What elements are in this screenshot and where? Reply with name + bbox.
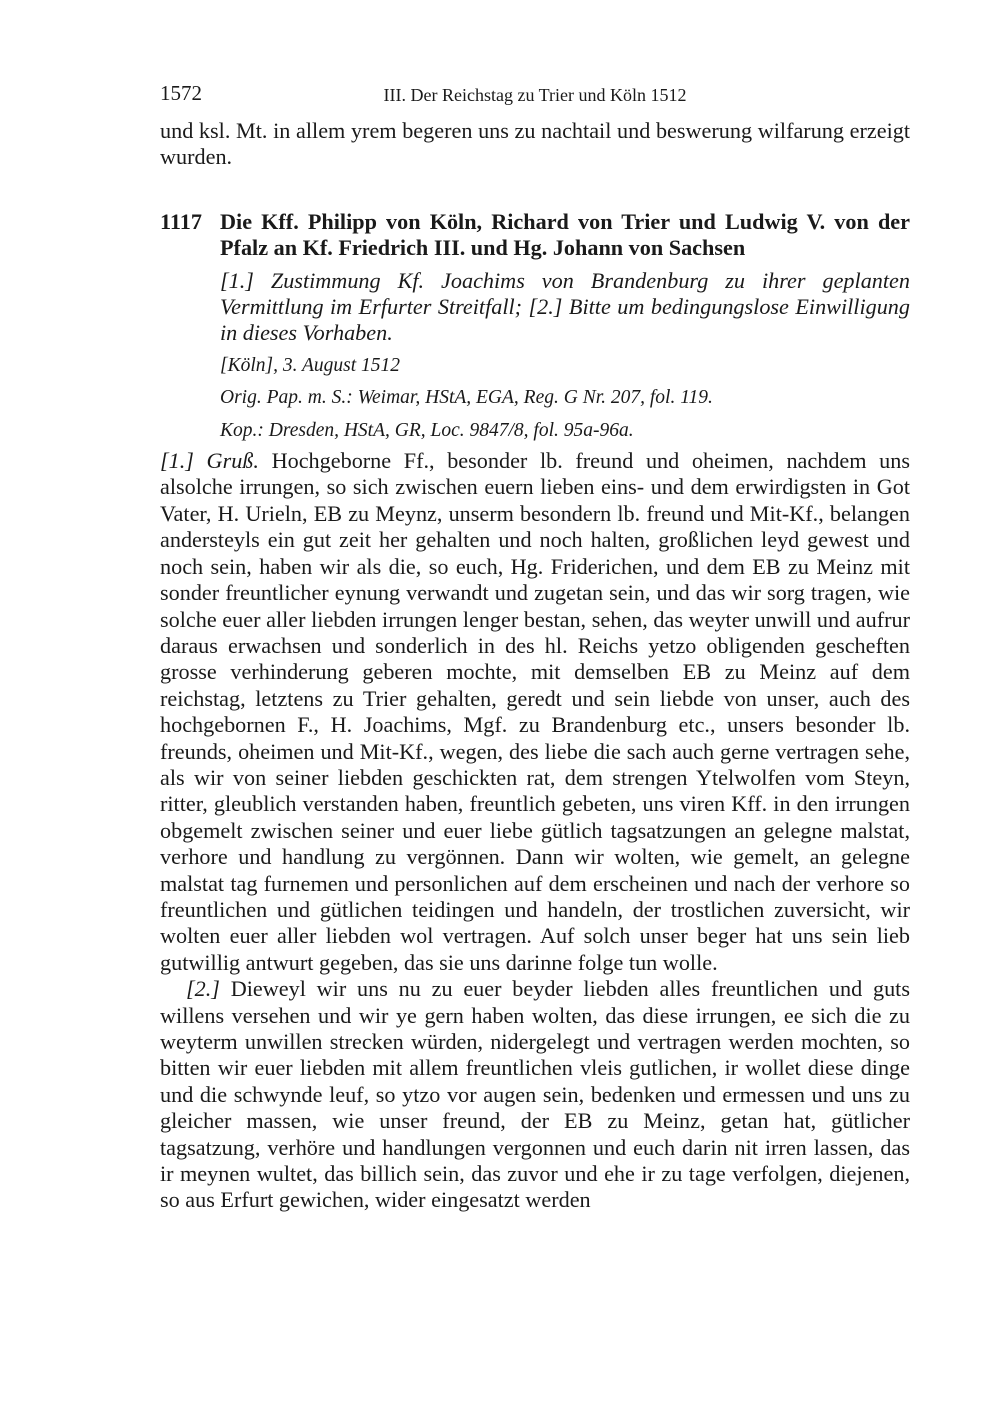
paragraph-text: Hochgeborne Ff., besonder lb. freund und oheimen, nachdem uns alsolche irrungen, so sich zwischen euern lieben eins- und dem erwirdigsten in Got Vater, H. Urieln, EB zu Meynz, unserm besondern lb. freund und Mit-Kf., belangen andersteyls ein gut zeit her gehalten und noch halten, großlichen leyd gewest und noch sein, haben wir als die, so euch, Hg. Friderichen, und dem EB zu Meinz mit sonder freuntlicher eynung verwandt und zugetan sein, und das wir sorg tragen, wie solche euer aller liebden irrungen lenger bestan, sehen, das weyter unwill und aufrur daraus erwachsen und sonderlich in des hl. Reichs yetzo obligenden gescheften grosse verhinderung geberen mochte, mit demselben EB zu Meinz auf dem reichstag, letztens zu Trier gehalten, geredt und sein liebde von unser, auch des hochgebornen F., H. Joachims, Mgf. zu Brandenburg etc., unsers besonder lb. freunds, oheimen und Mit-Kf., wegen, des liebe die sach auch gerne vertragen sehe, als wir von seiner liebden geschickten rat, dem strengen Ytelwolfen vom Steyn, ritter, gleublich verstanden haben, freuntlich gebeten, uns viren Kff. in den irrungen obgemelt zwischen seiner und euer liebe gütlich tagsatzungen an gelegne malstat, verhore und handlung zu vergönnen. Dann wir wolten, wie gemelt, an gelegne malstat tag furnemen und personlichen auf dem erscheinen und nach der verhore so freuntlichen und gütlichen teidingen und handeln, der trostlichen zuversicht, wir wolten euer aller liebden wol vertragen. Auf solch unser beger hat uns sein lieb gutwillig antwurt gegeben, das sie uns darinne folge tun wolle. (160, 448, 910, 975)
running-head (160, 80, 910, 106)
document-title: Die Kff. Philipp von Köln, Richard von Trier und Ludwig V. von der Pfalz an Kf. Friedrich III. und Hg. Johann von Sachsen (220, 208, 910, 261)
document-summary: [1.] Zustimmung Kf. Joachims von Brandenburg zu ihrer geplanten Vermittlung im Erfurter Streitfall; [2.] Bitte um bedingungslose Einwilligung in dieses Vorhaben. (220, 267, 910, 346)
source-original: Orig. Pap. m. S.: Weimar, HStA, EGA, Reg. G Nr. 207, fol. 119. (220, 387, 713, 409)
running-title: III. Der Reichstag zu Trier und Köln 1512 (383, 85, 687, 105)
paragraph-marker: [2.] (186, 976, 220, 1002)
continuation-text: und ksl. Mt. in allem yrem begeren uns zu nachtail und beswerung wilfarung erzeigt wurden. (160, 118, 910, 170)
paragraph-1 (160, 448, 910, 976)
paragraph-marker: [1.] Gruß. (160, 448, 259, 474)
document-body (160, 448, 910, 1214)
document-date: [Köln], 3. August 1512 (220, 354, 401, 376)
document-heading (160, 209, 910, 262)
paragraph-text: Dieweyl wir uns nu zu euer beyder liebden alles freuntlichen und guts willens versehen und wir ye gern haben wolten, das diese irrungen, ee sich die zu weyterm unwillen strecken würden, nidergelegt und vertragen werden mochten, so bitten wir euer liebden mit allem freuntlichen vleis gutlichen, ir wollet diese dinge und die schwynde leuf, so ytzo vor augen sein, bedenken und ermessen und uns zu gleicher massen, wie unser freund, der EB zu Meinz, getan hat, gütlicher tagsatzung, verhöre und handlungen vergonnen und euch darin nit irren lassen, das ir meynen wultet, das billich sein, das zuvor und ehe ir zu tage verfolgen, diejenen, so aus Erfurt gewichen, wider eingesatzt werden (160, 976, 910, 1213)
document-number: 1117 (160, 208, 202, 234)
source-copy: Kop.: Dresden, HStA, GR, Loc. 9847/8, fol. 95a-96a. (220, 419, 634, 441)
page (160, 80, 910, 1214)
document-metadata (220, 268, 910, 444)
paragraph-2 (160, 976, 910, 1214)
page-number: 1572 (160, 81, 202, 105)
